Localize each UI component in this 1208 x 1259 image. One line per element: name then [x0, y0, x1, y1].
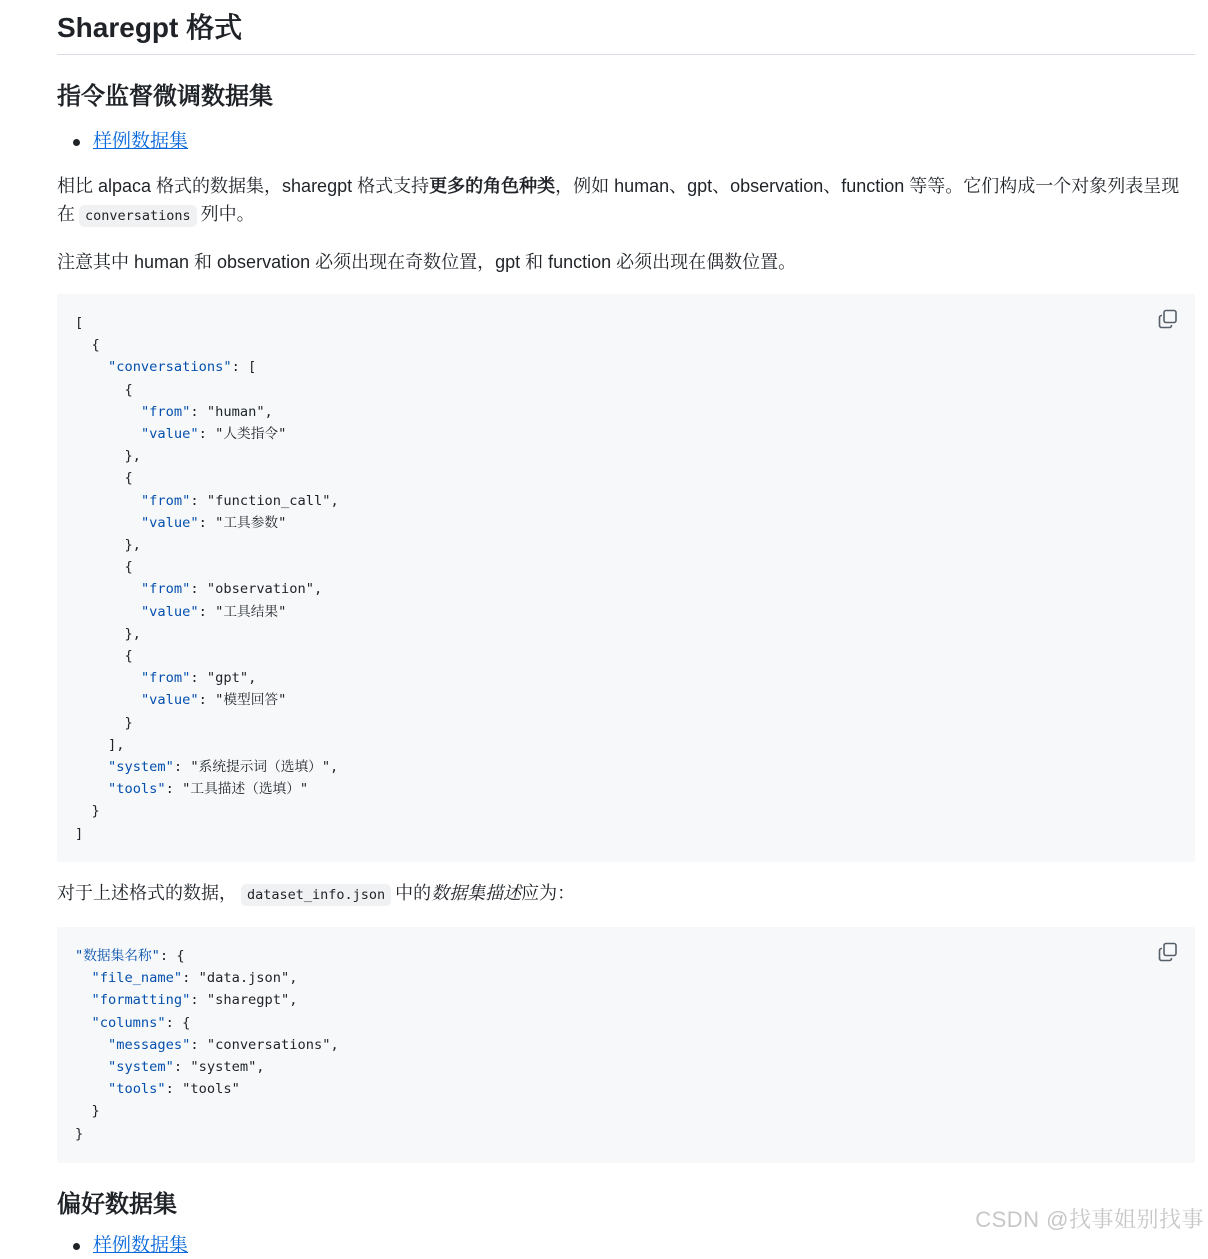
code-key: "system" [107, 759, 174, 776]
code-line [75, 823, 1177, 845]
code-line [75, 945, 1177, 967]
code-line [75, 800, 1177, 822]
code-token: : "observation", [190, 581, 323, 598]
code-token: : "工具描述（选填）" [165, 781, 309, 798]
code-token [75, 604, 141, 620]
code-line [75, 312, 1177, 334]
code-key: "tools" [107, 1081, 166, 1098]
code-token [75, 1059, 108, 1075]
italic-text: 数据集描述 [431, 883, 522, 903]
text: ，例如 human、gpt、observation、function 等等。它们构成一个对象列表呈现在 [57, 176, 1180, 224]
code-token: { [75, 337, 100, 354]
code-token: : "系统提示词（选填）", [173, 759, 339, 776]
code-line [75, 689, 1177, 711]
code-token [75, 670, 141, 686]
code-line [75, 334, 1177, 356]
sample-dataset-link[interactable]: 样例数据集 [93, 131, 189, 152]
code-token [75, 759, 108, 775]
code-line [75, 490, 1177, 512]
code-line [75, 534, 1177, 556]
code-line [75, 356, 1177, 378]
code-token: [ [75, 315, 84, 331]
bullet-icon [73, 139, 80, 146]
code-token: { [75, 559, 133, 576]
text: 相比 alpaca 格式的数据集，sharegpt 格式支持 [57, 176, 430, 196]
code-content [75, 312, 1177, 845]
code-line [75, 756, 1177, 778]
code-token: : "system", [173, 1059, 265, 1076]
code-token: : "data.json", [182, 970, 298, 987]
text: 对于上述格式的数据， [57, 883, 237, 903]
code-line [75, 401, 1177, 423]
markdown-body [57, 0, 1195, 1259]
code-line [75, 1100, 1177, 1122]
code-token [75, 1037, 108, 1053]
copy-icon[interactable] [1157, 941, 1179, 963]
code-key: "tools" [107, 781, 166, 798]
code-token: : "模型回答" [198, 692, 287, 709]
code-token: } [75, 803, 100, 820]
code-line [75, 623, 1177, 645]
bold-text: 更多的角色种类 [429, 176, 556, 196]
code-token [75, 426, 141, 442]
code-key: "conversations" [107, 359, 232, 376]
code-token: : "sharegpt", [190, 992, 298, 1009]
code-key: "formatting" [91, 992, 191, 1009]
code-token: }, [75, 537, 141, 554]
sample-dataset-link-2[interactable]: 样例数据集 [93, 1235, 189, 1256]
code-token: { [75, 648, 133, 665]
code-line [75, 512, 1177, 534]
code-token: { [75, 381, 133, 398]
code-line [75, 645, 1177, 667]
section-heading-sft: 指令监督微调数据集 [57, 83, 273, 110]
code-token [75, 359, 108, 375]
code-token [75, 1081, 108, 1097]
code-token [75, 992, 91, 1008]
code-line [75, 667, 1177, 689]
code-token: : [ [231, 359, 257, 376]
code-key: "数据集名称" [75, 948, 160, 964]
code-key: "value" [140, 426, 199, 443]
code-token: : "conversations", [190, 1036, 339, 1053]
code-line [75, 989, 1177, 1011]
code-key: "from" [140, 670, 191, 687]
code-token: } [75, 714, 133, 731]
code-token: }, [75, 625, 141, 642]
code-token: : "human", [190, 403, 273, 420]
code-line [75, 467, 1177, 489]
section-heading-preference: 偏好数据集 [57, 1191, 177, 1218]
code-line [75, 1078, 1177, 1100]
code-line [75, 445, 1177, 467]
code-token: : "工具参数" [198, 514, 287, 531]
copy-icon[interactable] [1157, 308, 1179, 330]
code-token [75, 970, 91, 986]
code-key: "from" [140, 492, 191, 509]
code-line [75, 601, 1177, 623]
code-token [75, 692, 141, 708]
paragraph-note: 注意其中 human 和 observation 必须出现在奇数位置，gpt 和 function 必须出现在偶数位置。 [57, 252, 797, 272]
watermark: CSDN @找事姐别找事 [975, 1207, 1204, 1232]
code-key: "value" [140, 603, 199, 620]
code-line [75, 423, 1177, 445]
inline-code: conversations [79, 205, 197, 227]
code-token: : "function_call", [190, 492, 339, 509]
text: 中的 [395, 883, 432, 903]
code-key: "file_name" [91, 970, 183, 987]
code-token [75, 515, 141, 531]
code-key: "from" [140, 581, 191, 598]
code-line [75, 967, 1177, 989]
code-key: "value" [140, 692, 199, 709]
list-item [57, 1233, 1195, 1259]
code-token [75, 781, 108, 797]
text: 应为： [521, 883, 576, 903]
text: 列中。 [200, 204, 255, 224]
code-token [75, 404, 141, 420]
code-token: : "工具结果" [198, 603, 287, 620]
code-token: : "tools" [165, 1081, 240, 1098]
code-line [75, 556, 1177, 578]
code-token: { [75, 470, 133, 487]
code-line [75, 712, 1177, 734]
sample-list-2 [57, 1233, 1195, 1259]
code-key: "system" [107, 1059, 174, 1076]
code-token [75, 493, 141, 509]
code-line [75, 734, 1177, 756]
code-token: ] [75, 825, 84, 842]
code-token: } [75, 1125, 84, 1142]
sample-list [57, 129, 1195, 155]
code-line [75, 578, 1177, 600]
code-token: : "gpt", [190, 670, 257, 687]
code-line [75, 1056, 1177, 1078]
code-block-dataset-info [57, 927, 1195, 1163]
code-token: ], [75, 736, 125, 753]
code-token [75, 581, 141, 597]
code-token: : { [159, 948, 185, 964]
code-token: } [75, 1103, 100, 1120]
code-key: "from" [140, 403, 191, 420]
code-line [75, 1034, 1177, 1056]
code-line [75, 379, 1177, 401]
code-line [75, 1012, 1177, 1034]
code-block-sharegpt [57, 294, 1195, 862]
code-token: : "人类指令" [198, 426, 287, 443]
code-key: "messages" [107, 1036, 191, 1053]
inline-code: dataset_info.json [241, 884, 391, 906]
code-content [75, 945, 1177, 1145]
page-title: Sharegpt 格式 [57, 0, 1195, 55]
paragraph-intro [57, 172, 1195, 230]
bullet-icon [73, 1243, 80, 1250]
code-token: : { [165, 1014, 191, 1031]
code-line [75, 1123, 1177, 1145]
code-key: "value" [140, 514, 199, 531]
code-line [75, 778, 1177, 800]
list-item [57, 129, 1195, 155]
code-token [75, 1015, 91, 1031]
code-key: "columns" [91, 1014, 166, 1031]
paragraph-dataset-info [57, 879, 1195, 909]
code-token: }, [75, 448, 141, 465]
